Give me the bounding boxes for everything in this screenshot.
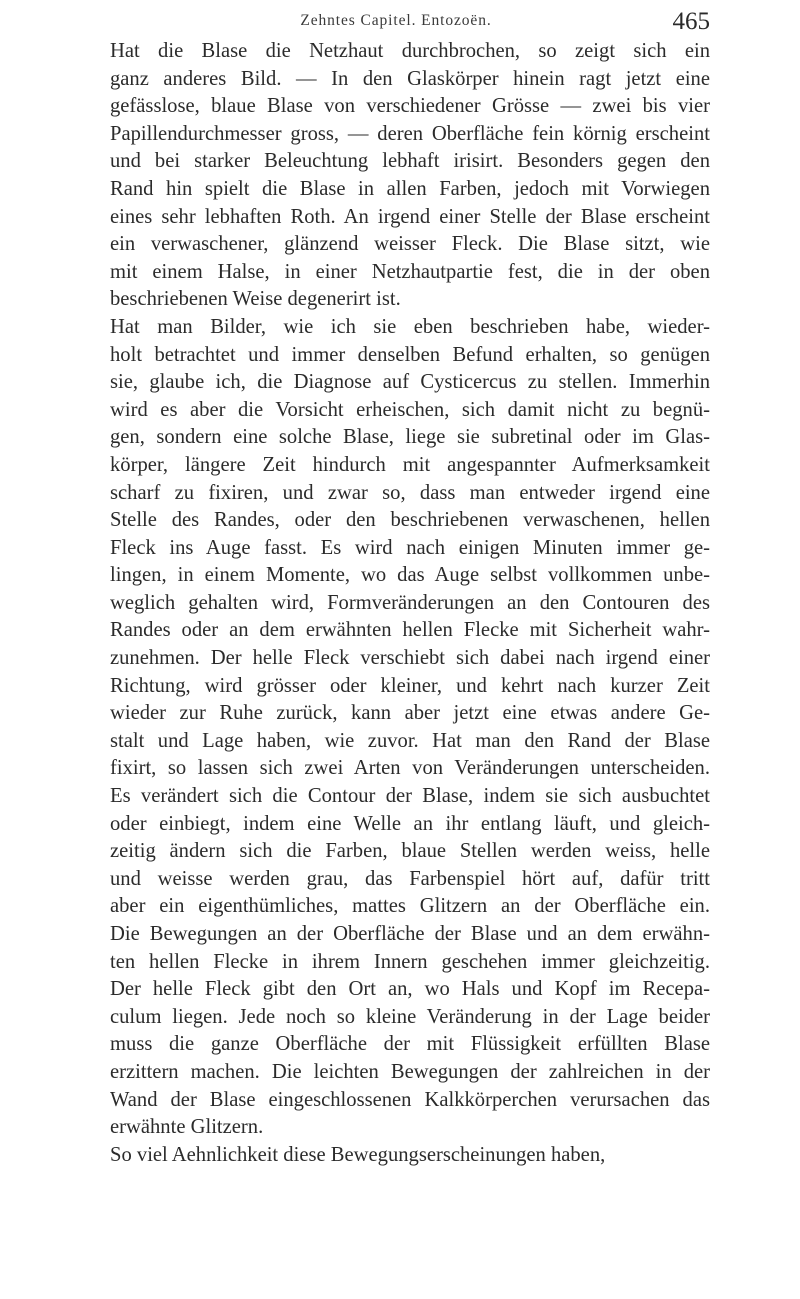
text-line: Hat man Bilder, wie ich sie eben beschrieben habe, wieder-	[110, 315, 710, 338]
text-line: Stelle des Randes, oder den beschriebenen verwaschenen, hellen	[110, 509, 710, 532]
page-header	[82, 6, 710, 36]
text-line: körper, längere Zeit hindurch mit angespannter Aufmerksamkeit	[110, 453, 710, 476]
text-line: ten hellen Flecke in ihrem Innern geschehen immer gleichzeitig.	[110, 950, 710, 973]
text-line: stalt und Lage haben, wie zuvor. Hat man den Rand der Blase	[110, 729, 710, 752]
text-line: Die Bewegungen an der Oberfläche der Blase und an dem erwähn-	[110, 923, 710, 945]
text-line: Der helle Fleck gibt den Ort an, wo Hals und Kopf im Recepa-	[110, 978, 710, 1001]
text-line: aber ein eigenthümliches, mattes Glitzern an der Oberfläche ein.	[110, 895, 710, 918]
text-line: Es verändert sich die Contour der Blase, indem sie sich ausbuchtet	[110, 785, 710, 808]
text-line: gen, sondern eine solche Blase, liege sie subretinal oder im Glas-	[110, 426, 710, 449]
text-line: Rand hin spielt die Blase in allen Farben, jedoch mit Vorwiegen	[110, 177, 710, 200]
text-line: erwähnte Glitzern.	[110, 1116, 264, 1139]
body-text	[82, 38, 710, 1169]
text-line: mit einem Halse, in einer Netzhautpartie fest, die in der oben	[110, 260, 710, 283]
book-page	[82, 6, 710, 1169]
text-line: ganz anderes Bild. — In den Glaskörper hinein ragt jetzt eine	[110, 67, 710, 90]
text-line: lingen, in einem Momente, wo das Auge selbst vollkommen unbe-	[110, 564, 710, 587]
text-line: Wand der Blase eingeschlossenen Kalkkörperchen verursachen das	[110, 1088, 710, 1111]
text-line: holt betrachtet und immer denselben Befund erhalten, so genügen	[110, 343, 710, 366]
text-line: weglich gehalten wird, Formveränderungen an den Contouren des	[110, 591, 710, 614]
text-line: und bei starker Beleuchtung lebhaft irisirt. Besonders gegen den	[110, 150, 710, 173]
paragraph	[82, 1142, 710, 1170]
text-line: wird es aber die Vorsicht erheischen, sich damit nicht zu begnü-	[110, 398, 710, 421]
text-line: muss die ganze Oberfläche der mit Flüssigkeit erfüllten Blase	[110, 1033, 710, 1056]
running-title: Zehntes Capitel. Entozoën.	[300, 12, 492, 29]
text-line: beschriebenen Weise degenerirt ist.	[110, 288, 401, 311]
text-line: zunehmen. Der helle Fleck verschiebt sich dabei nach irgend einer	[110, 647, 710, 670]
text-line: culum liegen. Jede noch so kleine Veränderung in der Lage beider	[110, 1005, 710, 1028]
paragraph	[82, 314, 710, 1142]
text-line: erzittern machen. Die leichten Bewegungen der zahlreichen in der	[110, 1060, 710, 1083]
text-line: Papillendurchmesser gross, — deren Oberfläche fein körnig erscheint	[110, 122, 710, 145]
text-line: ein verwaschener, glänzend weisser Fleck. Die Blase sitzt, wie	[110, 233, 710, 256]
text-line: Fleck ins Auge fasst. Es wird nach einigen Minuten immer ge-	[110, 536, 710, 559]
text-line: oder einbiegt, indem eine Welle an ihr entlang läuft, und gleich-	[110, 812, 710, 835]
text-line: gefässlose, blaue Blase von verschiedener Grösse — zwei bis vier	[110, 95, 710, 118]
page-number: 465	[672, 8, 710, 35]
text-line: So viel Aehnlichkeit diese Bewegungserscheinungen haben,	[110, 1143, 606, 1166]
text-line: eines sehr lebhaften Roth. An irgend einer Stelle der Blase erscheint	[110, 205, 710, 228]
text-line: fixirt, so lassen sich zwei Arten von Veränderungen unterscheiden.	[110, 757, 710, 780]
text-line: Hat die Blase die Netzhaut durchbrochen, so zeigt sich ein	[110, 40, 710, 62]
text-line: Richtung, wird grösser oder kleiner, und kehrt nach kurzer Zeit	[110, 674, 710, 697]
text-line: scharf zu fixiren, und zwar so, dass man entweder irgend eine	[110, 481, 710, 504]
text-line: wieder zur Ruhe zurück, kann aber jetzt eine etwas andere Ge-	[110, 702, 710, 725]
text-line: und weisse werden grau, das Farbenspiel hört auf, dafür tritt	[110, 867, 710, 890]
text-line: sie, glaube ich, die Diagnose auf Cysticercus zu stellen. Immerhin	[110, 371, 710, 394]
text-line: zeitig ändern sich die Farben, blaue Stellen werden weiss, helle	[110, 840, 710, 863]
text-line: Randes oder an dem erwähnten hellen Flecke mit Sicherheit wahr-	[110, 619, 710, 642]
paragraph	[82, 38, 710, 314]
